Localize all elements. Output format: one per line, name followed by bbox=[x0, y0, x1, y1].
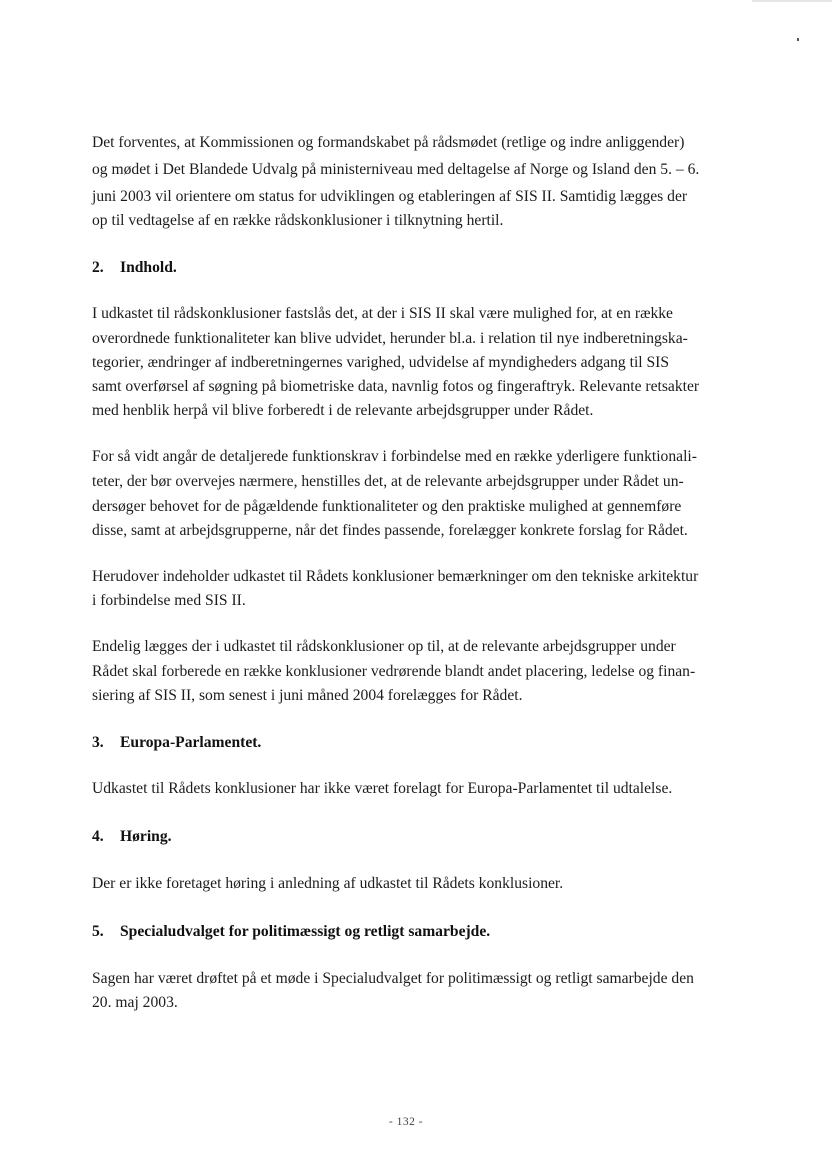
body-text-line: samt overførsel af søgning på biometriske data, navnlig fotos og fingeraftryk. Relevante retsakter bbox=[92, 378, 700, 395]
body-text-line: disse, samt at arbejdsgrupperne, når det findes passende, forelægger konkrete forslag for Rådet. bbox=[92, 522, 688, 539]
body-text-line: op til vedtagelse af en række rådskonklusioner i tilknytning hertil. bbox=[92, 212, 504, 229]
body-text-line: tegorier, ændringer af indberetningernes varighed, udvidelse af myndigheders adgang til SIS bbox=[92, 354, 670, 371]
body-text-line: Udkastet til Rådets konklusioner har ikke været forelagt for Europa-Parlamentet til udtalelse. bbox=[92, 780, 673, 797]
section-number: 5. bbox=[92, 923, 104, 940]
body-text-line: siering af SIS II, som senest i juni måned 2004 forelægges for Rådet. bbox=[92, 687, 523, 704]
page-number: - 132 - bbox=[388, 1116, 424, 1128]
section-title: Høring. bbox=[120, 828, 172, 845]
body-text-line: I udkastet til rådskonklusioner fastslås det, at der i SIS II skal være mulighed for, at en række bbox=[92, 305, 673, 322]
body-text-line: Der er ikke foretaget høring i anledning af udkastet til Rådets konklusioner. bbox=[92, 875, 564, 892]
body-text-line: teter, der bør overvejes nærmere, henstilles det, at de relevante arbejdsgrupper under Rådet un- bbox=[92, 473, 684, 490]
body-text-line: overordnede funktionaliteter kan blive udvidet, herunder bl.a. i relation til nye indberetningska- bbox=[92, 330, 688, 347]
body-text-line: Sagen har været drøftet på et møde i Specialudvalget for politimæssigt og retligt samarbejde den bbox=[92, 970, 694, 987]
scan-edge bbox=[752, 0, 832, 2]
body-text-line: dersøger behovet for de pågældende funktionaliteter og den praktiske mulighed at gennemføre bbox=[92, 498, 682, 515]
section-number: 3. bbox=[92, 734, 104, 751]
body-text-line: juni 2003 vil orientere om status for udviklingen og etableringen af SIS II. Samtidig lægges der bbox=[92, 188, 688, 205]
section-number: 2. bbox=[92, 259, 104, 276]
section-heading-specialudvalget bbox=[92, 923, 490, 941]
body-text-line: i forbindelse med SIS II. bbox=[92, 592, 246, 609]
section-heading-indhold bbox=[92, 259, 177, 277]
scan-speck bbox=[797, 38, 799, 41]
body-text-line: og mødet i Det Blandede Udvalg på ministerniveau med deltagelse af Norge og Island den 5. – 6. bbox=[92, 161, 700, 178]
body-text-line: Herudover indeholder udkastet til Rådets konklusioner bemærkninger om den tekniske arkitektur bbox=[92, 568, 699, 585]
body-text-line: 20. maj 2003. bbox=[92, 994, 178, 1011]
section-heading-horing bbox=[92, 828, 172, 846]
section-heading-europa-parlamentet bbox=[92, 734, 261, 752]
section-number: 4. bbox=[92, 828, 104, 845]
section-title: Europa-Parlamentet. bbox=[120, 734, 262, 751]
body-text-line: Endelig lægges der i udkastet til rådskonklusioner op til, at de relevante arbejdsgrupper under bbox=[92, 638, 676, 655]
body-text-line: For så vidt angår de detaljerede funktionskrav i forbindelse med en række yderligere funktionali- bbox=[92, 448, 697, 465]
body-text-line: med henblik herpå vil blive forberedt i de relevante arbejdsgrupper under Rådet. bbox=[92, 402, 594, 419]
body-text-line: Rådet skal forberede en række konklusioner vedrørende blandt andet placering, ledelse og finan- bbox=[92, 663, 696, 680]
section-title: Specialudvalget for politimæssigt og retligt samarbejde. bbox=[120, 923, 491, 940]
section-title: Indhold. bbox=[120, 259, 177, 276]
body-text-line: Det forventes, at Kommissionen og formandskabet på rådsmødet (retlige og indre anliggender) bbox=[92, 134, 685, 151]
